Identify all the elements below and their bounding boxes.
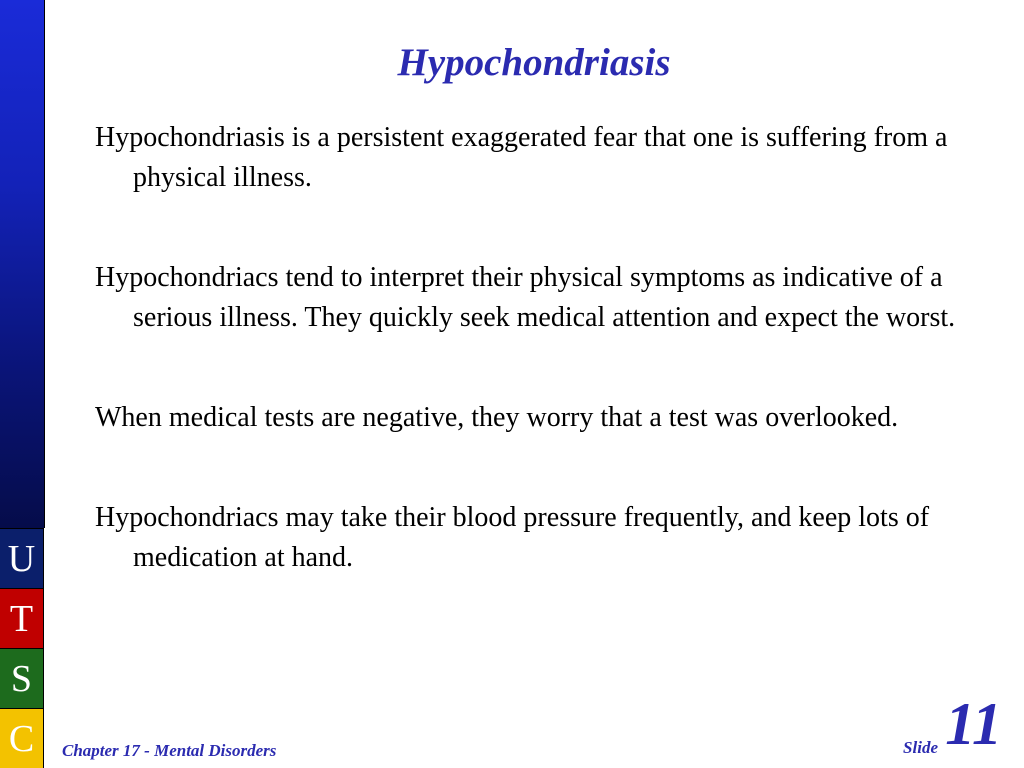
logo-letter-t: T: [0, 588, 44, 648]
body-paragraph: Hypochondriacs tend to interpret their physical symptoms as indicative of a serious illness. They quickly seek medical attention and expect the worst.: [95, 262, 956, 333]
slide-body: [95, 118, 975, 638]
slide-label: Slide: [903, 738, 938, 757]
logo-letter-u: U: [0, 528, 44, 588]
side-bar: [0, 0, 45, 528]
footer-chapter: Chapter 17 - Mental Disorders: [62, 741, 277, 760]
body-paragraph: When medical tests are negative, they worry that a test was overlooked.: [95, 402, 899, 433]
body-paragraph: Hypochondriasis is a persistent exaggerated fear that one is suffering from a physical illness.: [95, 122, 948, 193]
body-paragraph: Hypochondriacs may take their blood pressure frequently, and keep lots of medication at hand.: [95, 502, 930, 573]
logo-letter-s: S: [0, 648, 44, 708]
logo-letter-c: C: [0, 708, 44, 768]
slide-title: Hypochondriasis: [397, 41, 671, 84]
slide-number: 11: [945, 691, 1002, 757]
